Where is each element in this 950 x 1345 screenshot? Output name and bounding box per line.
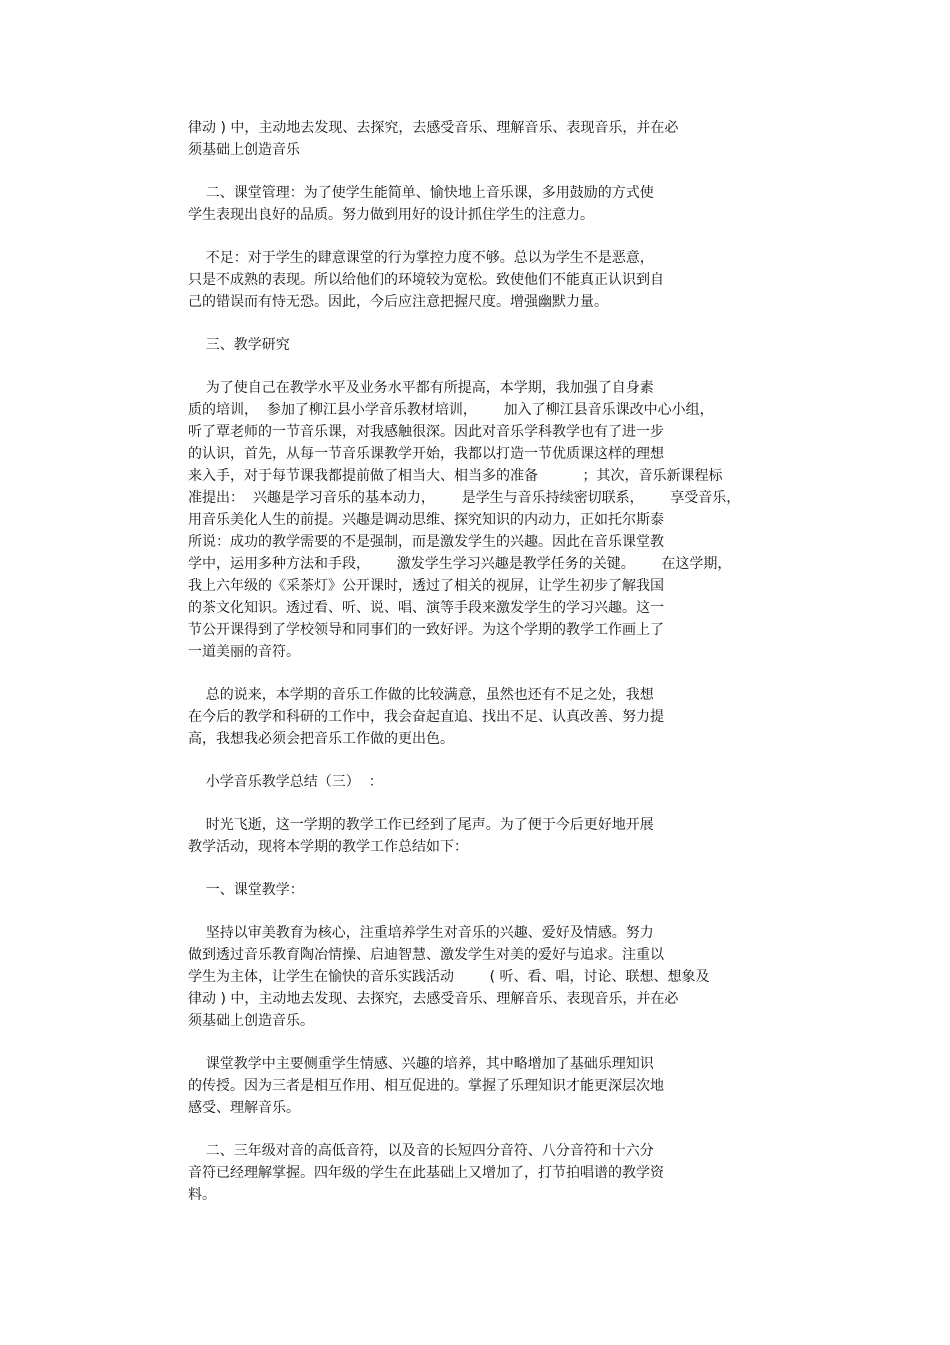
text-line: 二、三年级对音的高低音符，以及音的长短四分音符、八分音符和十六分: [188, 1143, 654, 1159]
section-heading: 小学音乐教学总结（三） ：: [188, 774, 383, 790]
text-line: 听了覃老师的一节音乐课，对我感触很深。因此对音乐学科教学也有了进一步: [188, 424, 664, 440]
text-line: 须基础上创造音乐: [188, 142, 300, 158]
text-line: 在今后的教学和科研的工作中，我会奋起直追、找出不足、认真改善、努力提: [188, 709, 664, 725]
text-line: 学中，运用多种方法和手段， 激发学生学习兴趣是教学任务的关键。 在这学期，: [188, 556, 732, 572]
text-line: 感受、理解音乐。: [188, 1100, 300, 1116]
text-line: 教学活动，现将本学期的教学工作总结如下：: [188, 839, 468, 855]
text-line: 不足：对于学生的肆意课堂的行为掌控力度不够。总以为学生不是恶意，: [188, 250, 654, 266]
text-line: 时光飞逝，这一学期的教学工作已经到了尾声。为了便于今后更好地开展: [188, 817, 654, 833]
section-heading: 一、课堂教学：: [188, 882, 304, 898]
text-line: 己的错误而有恃无恐。因此，今后应注意把握尺度。增强幽默力量。: [188, 294, 608, 310]
text-line: 二、课堂管理：为了使学生能简单、愉快地上音乐课，多用鼓励的方式使: [188, 185, 654, 201]
text-line: 高，我想我必须会把音乐工作做的更出色。: [188, 731, 454, 747]
text-line: 一道美丽的音符。: [188, 644, 300, 660]
text-line: 我上六年级的《采茶灯》公开课时，透过了相关的视屏，让学生初步了解我国: [188, 578, 664, 594]
text-line: 的认识，首先，从每一节音乐课教学开始，我都以打造一节优质课这样的理想: [188, 446, 664, 462]
text-line: 质的培训， 参加了柳江县小学音乐教材培训， 加入了柳江县音乐课改中心小组，: [188, 402, 714, 418]
text-line: 所说：成功的教学需要的不是强制，而是激发学生的兴趣。因此在音乐课堂教: [188, 534, 664, 550]
text-line: 律动 ) 中，主动地去发现、去探究，去感受音乐、理解音乐、表现音乐，并在必: [188, 991, 679, 1007]
text-line: 律动 ) 中，主动地去发现、去探究，去感受音乐、理解音乐、表现音乐，并在必: [188, 120, 679, 136]
text-line: 准提出： 兴趣是学习音乐的基本动力， 是学生与音乐持续密切联系， 享受音乐，: [188, 490, 741, 506]
text-line: 来入手，对于每节课我都提前做了相当大、相当多的准备 ；其次，音乐新课程标: [188, 468, 723, 484]
text-line: 坚持以审美教育为核心，注重培养学生对音乐的兴趣、爱好及情感。努力: [188, 925, 654, 941]
text-line: 学生表现出良好的品质。努力做到用好的设计抓住学生的注意力。: [188, 207, 594, 223]
text-line: 为了使自己在教学水平及业务水平都有所提高，本学期，我加强了自身素: [188, 380, 654, 396]
text-line: 总的说来，本学期的音乐工作做的比较满意，虽然也还有不足之处，我想: [188, 687, 654, 703]
text-line: 须基础上创造音乐。: [188, 1013, 314, 1029]
text-line: 用音乐美化人生的前提。兴趣是调动思维、探究知识的内动力，正如托尔斯泰: [188, 512, 664, 528]
text-line: 料。: [188, 1187, 216, 1203]
text-line: 音符已经理解掌握。四年级的学生在此基础上又增加了，打节拍唱谱的教学资: [188, 1165, 664, 1181]
section-heading: 三、教学研究: [188, 337, 290, 353]
text-line: 课堂教学中主要侧重学生情感、兴趣的培养，其中略增加了基础乐理知识: [188, 1056, 654, 1072]
text-line: 只是不成熟的表现。所以给他们的环境较为宽松。致使他们不能真正认识到自: [188, 272, 664, 288]
text-line: 做到透过音乐教育陶冶情操、启迪智慧、激发学生对美的爱好与追求。注重以: [188, 947, 664, 963]
text-line: 的传授。因为三者是相互作用、相互促进的。掌握了乐理知识才能更深层次地: [188, 1078, 664, 1094]
text-line: 学生为主体，让学生在愉快的音乐实践活动 ( 听、看、唱，讨论、联想、想象及: [188, 969, 710, 985]
text-line: 的茶文化知识。透过看、听、说、唱、演等手段来激发学生的学习兴趣。这一: [188, 600, 664, 616]
text-line: 节公开课得到了学校领导和同事们的一致好评。为这个学期的教学工作画上了: [188, 622, 664, 638]
